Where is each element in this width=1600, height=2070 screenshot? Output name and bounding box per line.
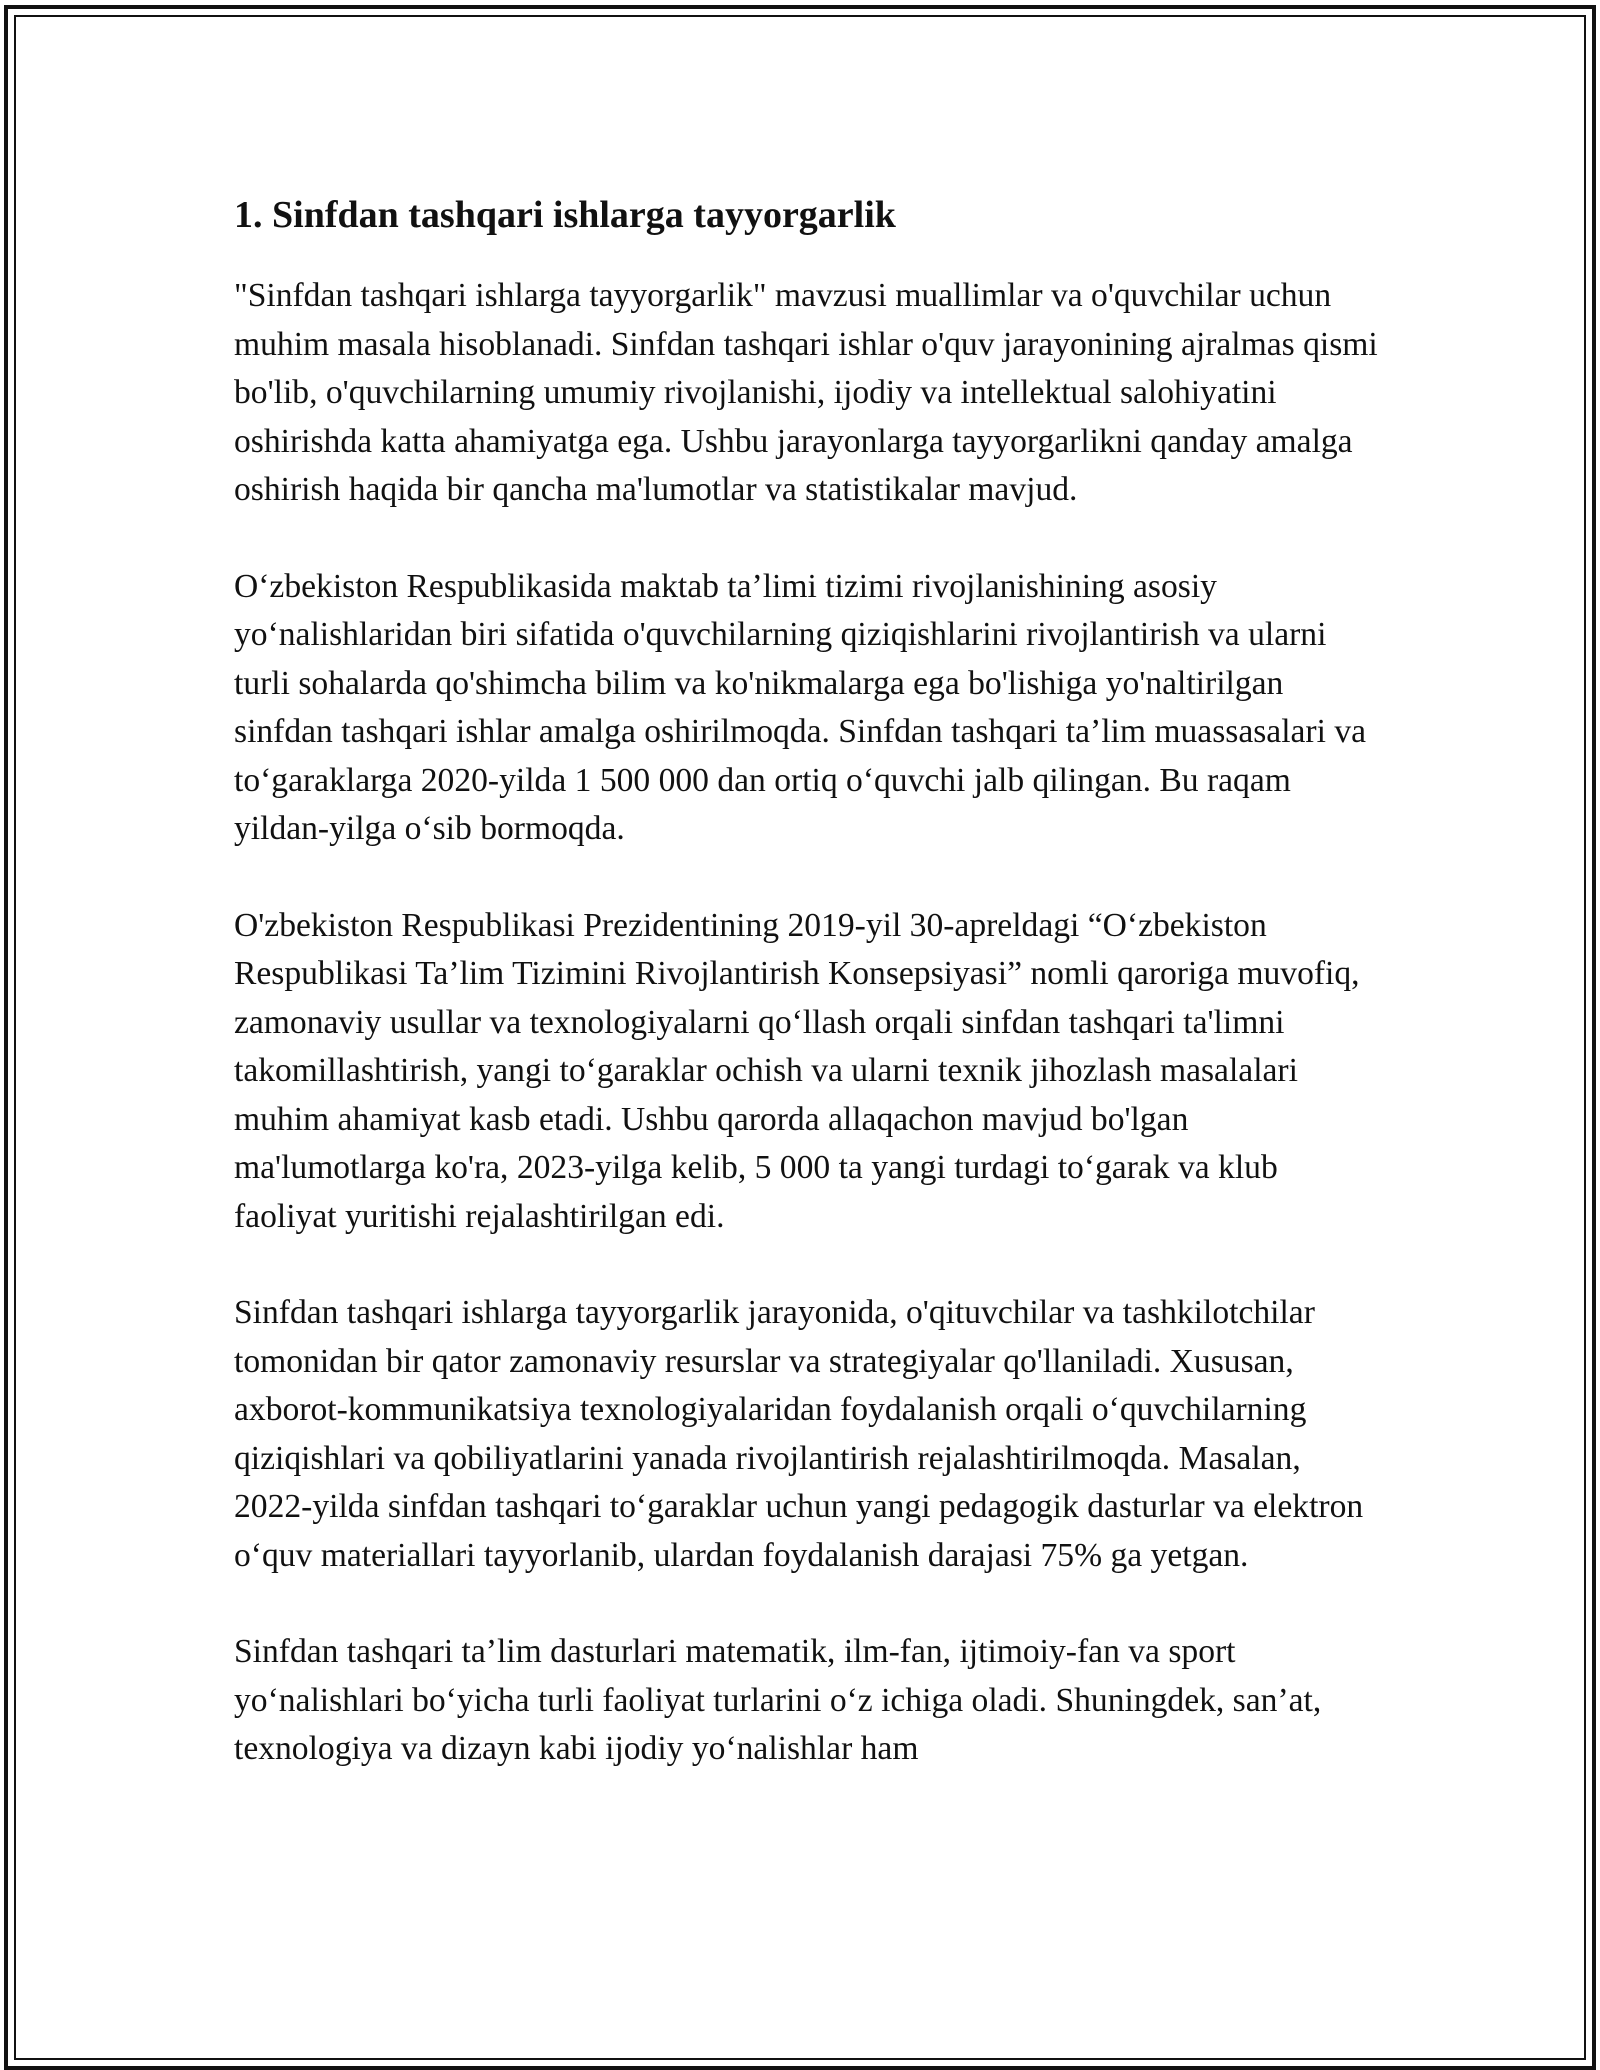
- page-title: 1. Sinfdan tashqari ishlarga tayyorgarlik: [234, 194, 896, 236]
- paragraph-4: Sinfdan tashqari ishlarga tayyorgarlik jarayonida, o'qituvchilar va tashkilotchilar tomonidan bir qator zamonaviy resurslar va strategiyalar qo'llaniladi. Xususan, axborot-kommunikatsiya texnologiyalaridan foydalanish orqali o‘quvchilarning qiziqishlari va qobiliyatlarini yanada rivojlantirish rejalashtirilmoqda. Masalan, 2022-yilda sinfdan tashqari to‘garaklar uchun yangi pedagogik dasturlar va elektron o‘quv materiallari tayyorlanib, ulardan foydalanish darajasi 75% ga yetgan.: [234, 1294, 1364, 1574]
- paragraph-1: "Sinfdan tashqari ishlarga tayyorgarlik" mavzusi muallimlar va o'quvchilar uchun muhim masala hisoblanadi. Sinfdan tashqari ishlar o'quv jarayonining ajralmas qismi bo'lib, o'quvchilarning umumiy rivojlanishi, ijodiy va intellektual salohiyatini oshirishda katta ahamiyatga ega. Ushbu jarayonlarga tayyorgarlikni qanday amalga oshirish haqida bir qancha ma'lumotlar va statistikalar mavjud.: [234, 277, 1378, 508]
- document-body: [234, 186, 1384, 1822]
- paragraph-5: Sinfdan tashqari ta’lim dasturlari matematik, ilm-fan, ijtimoiy-fan va sport yo‘nalishlari bo‘yicha turli faoliyat turlarini o‘z ichiga oladi. Shuningdek, san’at, texnologiya va dizayn kabi ijodiy yo‘nalishlar ham: [234, 1633, 1322, 1767]
- paragraph-2: O‘zbekiston Respublikasida maktab ta’limi tizimi rivojlanishining asosiy yo‘nalishlaridan biri sifatida o'quvchilarning qiziqishlarini rivojlantirish va ularni turli sohalarda qo'shimcha bilim va ko'nikmalarga ega bo'lishiga yo'naltirilgan sinfdan tashqari ishlar amalga oshirilmoqda. Sinfdan tashqari ta’lim muassasalari va to‘garaklarga 2020-yilda 1 500 000 dan ortiq o‘quvchi jalb qilingan. Bu raqam yildan-yilga o‘sib bormoqda.: [234, 567, 1367, 847]
- paragraph-3: O'zbekiston Respublikasi Prezidentining 2019-yil 30-apreldagi “O‘zbekiston Respublikasi Ta’lim Tizimini Rivojlantirish Konsepsiyasi” nomli qaroriga muvofiq, zamonaviy usullar va texnologiyalarni qo‘llash orqali sinfdan tashqari ta'limni takomillashtirish, yangi to‘garaklar ochish va ularni texnik jihozlash masalalari muhim ahamiyat kasb etadi. Ushbu qarorda allaqachon mavjud bo'lgan ma'lumotlarga ko'ra, 2023-yilga kelib, 5 000 ta yangi turdagi to‘garak va klub faoliyat yuritishi rejalashtirilgan edi.: [234, 906, 1360, 1235]
